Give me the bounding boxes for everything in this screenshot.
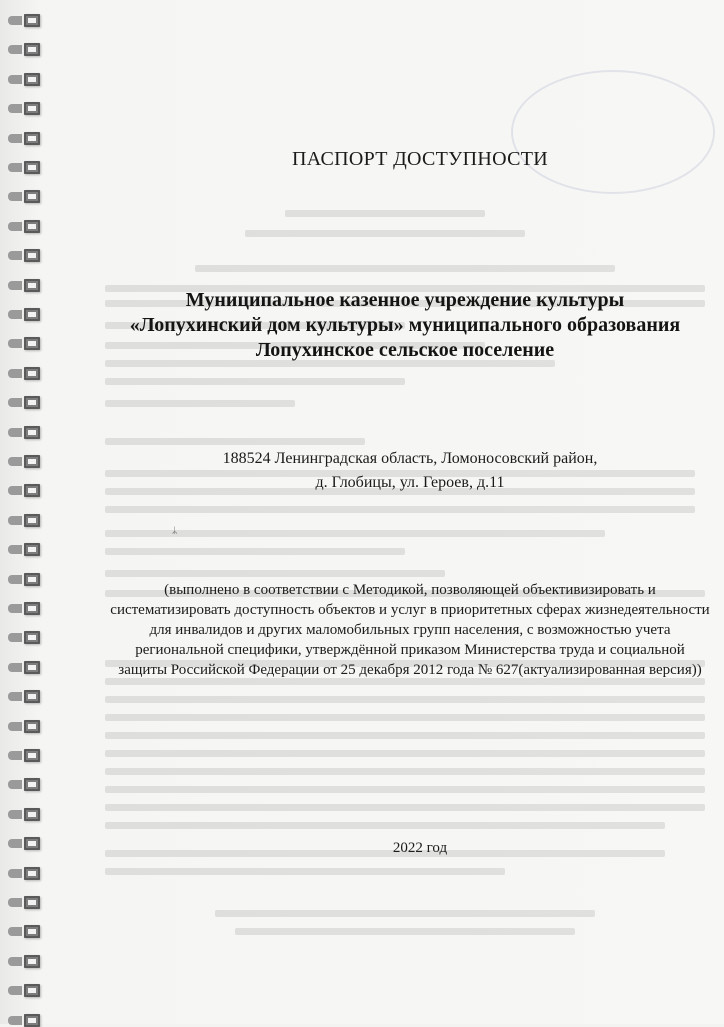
binding-ring: [24, 14, 40, 27]
note-line: защиты Российской Федерации от 25 декабря 2012 года № 627(актуализированная версия)): [118, 662, 702, 678]
pen-mark-icon: ᛦ: [172, 525, 178, 535]
binding-ring: [24, 1014, 40, 1027]
binding-ring: [24, 161, 40, 174]
binding-ring: [24, 984, 40, 997]
binding-ring: [24, 132, 40, 145]
binding-ring: [24, 867, 40, 880]
document-year: 2022 год: [392, 840, 448, 856]
binding-ring: [24, 514, 40, 527]
note-line: (выполнено в соответствии с Методикой, позволяющей объективизировать и: [164, 582, 656, 598]
binding-ring: [24, 484, 40, 497]
note-line: региональной специфики, утверждённой приказом Министерства труда и социальной: [135, 642, 685, 658]
binding-ring: [24, 43, 40, 56]
binding-ring: [24, 249, 40, 262]
binding-ring: [24, 690, 40, 703]
binding-ring: [24, 308, 40, 321]
note-line: для инвалидов и других маломобильных групп населения, с возможностью учета: [149, 622, 671, 638]
binding-ring: [24, 749, 40, 762]
binding-ring: [24, 220, 40, 233]
binding-ring: [24, 631, 40, 644]
binding-ring: [24, 837, 40, 850]
binding-ring: [24, 426, 40, 439]
binding-ring: [24, 190, 40, 203]
binding-ring: [24, 896, 40, 909]
binding-ring: [24, 661, 40, 674]
binding-ring: [24, 279, 40, 292]
binding-ring: [24, 808, 40, 821]
organization-name-line: Муниципальное казенное учреждение культуры: [185, 289, 625, 311]
binding-ring: [24, 602, 40, 615]
ghost-stamp-icon: [511, 70, 715, 194]
binding-ring: [24, 337, 40, 350]
binding-ring: [24, 455, 40, 468]
binding-ring: [24, 720, 40, 733]
binding-ring: [24, 925, 40, 938]
binding-ring: [24, 573, 40, 586]
binding-ring: [24, 543, 40, 556]
address-line: 188524 Ленинградская область, Ломоносовский район,: [222, 450, 598, 467]
document-title: ПАСПОРТ ДОСТУПНОСТИ: [291, 148, 549, 170]
binding-ring: [24, 396, 40, 409]
binding-ring: [24, 73, 40, 86]
address-line: д. Глобицы, ул. Героев, д.11: [315, 474, 505, 491]
binding-ring: [24, 102, 40, 115]
show-through-back-page: [95, 60, 715, 960]
binding-ring: [24, 778, 40, 791]
binding-ring: [24, 367, 40, 380]
organization-name-line: Лопухинское сельское поселение: [255, 339, 555, 361]
note-line: систематизировать доступность объектов и услуг в приоритетных сферах жизнедеятельности: [110, 602, 710, 618]
binding-ring: [24, 955, 40, 968]
organization-name: [90, 288, 720, 363]
methodology-note: [90, 580, 724, 680]
spiral-binding: [0, 0, 50, 1024]
organization-name-line: «Лопухинский дом культуры» муниципального образования: [129, 314, 681, 336]
organization-address: [140, 447, 680, 495]
